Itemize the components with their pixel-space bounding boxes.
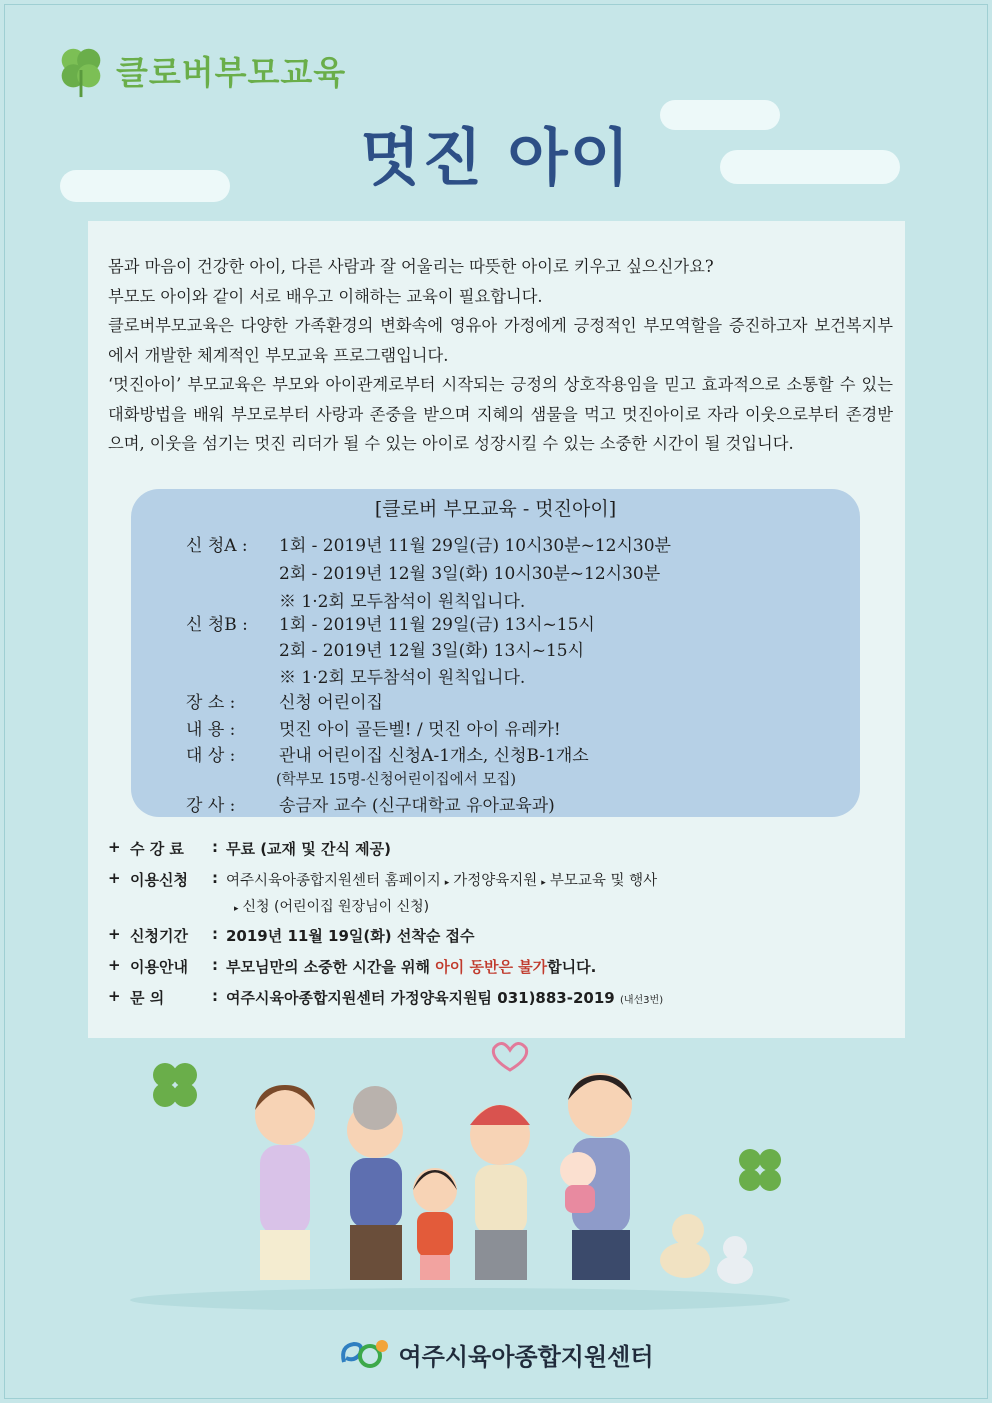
application-b-note: ※ 1·2회 모두참석이 원칙입니다. — [279, 668, 526, 688]
logo-text: 클로버부모교육 — [116, 52, 347, 92]
notice-text-end: 합니다. — [547, 958, 597, 976]
instructor-value: 송금자 교수 (신구대학교 유아교육과) — [279, 796, 555, 816]
clover-decoration — [153, 1063, 781, 1191]
apply-path-step: 부모교육 및 행사 — [549, 873, 658, 889]
program-title: [클로버 부모교육 - 멋진아이] — [374, 498, 617, 520]
notice-value — [226, 956, 596, 977]
father-figure — [560, 1073, 632, 1280]
bullet-plus: + — [108, 869, 121, 887]
grandfather-figure — [470, 1105, 530, 1280]
application-a-label: 신 청A : — [186, 536, 248, 556]
family-illustration — [110, 1030, 810, 1310]
colon: : — [212, 925, 218, 943]
clover-logo — [52, 40, 346, 100]
instructor-label: 강 사 : — [186, 796, 236, 816]
intro-paragraph: 부모도 아이와 같이 서로 배우고 이해하는 교육이 필요합니다. — [108, 286, 543, 306]
target-label: 대 상 : — [186, 746, 236, 766]
bullet-plus: + — [108, 838, 121, 856]
dog-figure — [660, 1214, 710, 1278]
cat-figure — [717, 1236, 753, 1284]
footer — [0, 1336, 992, 1372]
apply-path — [226, 869, 657, 890]
apply-path-step: 가정양육지원 — [453, 873, 538, 889]
apply-path-final: 신청 (어린이집 원장님이 신청) — [242, 899, 430, 915]
triangle-right-icon: ▸ — [234, 904, 239, 914]
period-value: 2019년 11월 19일(화) 선착순 접수 — [226, 927, 475, 945]
contact-label: 문 의 — [130, 989, 165, 1007]
intro-paragraph: 클로버부모교육은 다양한 가족환경의 변화속에 영유아 가정에게 긍정적인 부모역할을 증진하고자 보건복지부에서 개발한 체계적인 부모교육 프로그램입니다. — [108, 316, 893, 365]
intro-text — [108, 252, 893, 459]
contact-ext: (내선3번) — [619, 995, 664, 1006]
target-value: 관내 어린이집 신청A-1개소, 신청B-1개소 — [279, 746, 589, 766]
period-label: 신청기간 — [130, 927, 188, 945]
notice-label: 이용안내 — [130, 958, 188, 976]
content-label: 내 용 : — [186, 720, 236, 740]
apply-label: 이용신청 — [130, 871, 188, 889]
child-figure — [413, 1168, 457, 1280]
fee-label: 수 강 료 — [130, 840, 184, 858]
bullet-plus: + — [108, 925, 121, 943]
notice-highlight: 아이 동반은 불가 — [435, 958, 548, 976]
center-logo-icon — [338, 1336, 390, 1372]
colon: : — [212, 987, 218, 1005]
contact-text: 여주시육아종합지원센터 가정양육지원팀 031)883-2019 — [226, 989, 615, 1007]
triangle-right-icon: ▸ — [444, 878, 450, 888]
grandmother-figure — [347, 1086, 403, 1280]
notice-text: 부모님만의 소중한 시간을 위해 — [226, 958, 436, 976]
colon: : — [212, 838, 218, 856]
application-b-session2: 2회 - 2019년 12월 3일(화) 13시~15시 — [279, 641, 585, 661]
bullet-plus: + — [108, 987, 121, 1005]
application-a-session2: 2회 - 2019년 12월 3일(화) 10시30분~12시30분 — [279, 564, 661, 584]
application-a-note: ※ 1·2회 모두참석이 원칙입니다. — [279, 592, 526, 612]
ground-shadow — [130, 1288, 790, 1310]
program-info-box — [131, 489, 860, 817]
fee-value: 무료 (교재 및 간식 제공) — [226, 840, 392, 858]
contact-value — [226, 987, 663, 1008]
bullet-plus: + — [108, 956, 121, 974]
application-b-label: 신 청B : — [186, 615, 248, 635]
mother-figure — [255, 1085, 315, 1280]
apply-path-step: 여주시육아종합지원센터 홈페이지 — [226, 873, 441, 889]
colon: : — [212, 956, 218, 974]
center-name: 여주시육아종합지원센터 — [398, 1342, 654, 1371]
place-value: 신청 어린이집 — [279, 693, 383, 713]
intro-paragraph: ‘멋진아이’ 부모교육은 부모와 아이관계로부터 시작되는 긍정의 상호작용임을 믿고 효과적으로 소통할 수 있는 대화방법을 배워 부모로부터 사랑과 존중을 받으며 지혜의 샘물을 먹고 멋진아이로 자라 이웃으로부터 존경받으며, 이웃을 섬기는 멋진 리더가 될 수 있는 아이로 성장시킬 수 있는 소중한 시간이 될 것입니다. — [108, 375, 893, 453]
content-value: 멋진 아이 골든벨! / 멋진 아이 유레카! — [279, 720, 561, 740]
triangle-right-icon: ▸ — [541, 878, 546, 888]
colon: : — [212, 869, 218, 887]
target-note: (학부모 15명-신청어린이집에서 모집) — [276, 772, 516, 788]
apply-path-2 — [230, 896, 429, 916]
clover-icon — [52, 41, 110, 99]
page-title: 멋진 아이 — [360, 121, 632, 194]
heart-icon — [493, 1043, 526, 1070]
application-b-session1: 1회 - 2019년 11월 29일(금) 13시~15시 — [279, 615, 595, 635]
intro-paragraph: 몸과 마음이 건강한 아이, 다른 사람과 잘 어울리는 따뜻한 아이로 키우고 싶으신가요? — [108, 257, 714, 276]
application-a-session1: 1회 - 2019년 11월 29일(금) 10시30분~12시30분 — [279, 536, 671, 556]
place-label: 장 소 : — [186, 693, 236, 713]
